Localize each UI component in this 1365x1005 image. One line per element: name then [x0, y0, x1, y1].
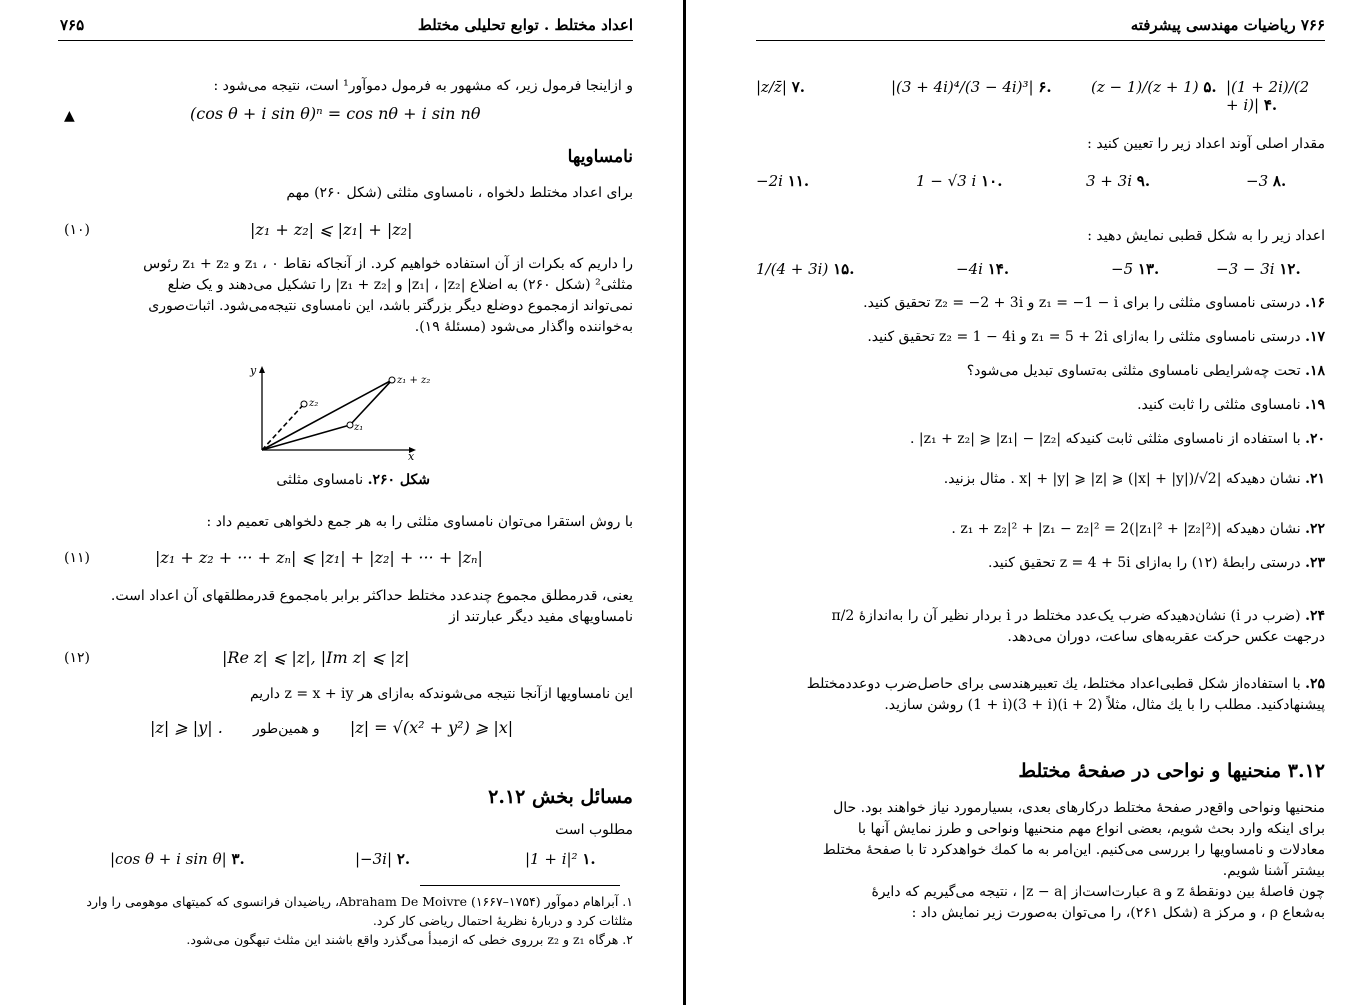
problem-9	[1086, 172, 1150, 190]
equation-last-a: |z| = √(x² + y²) ⩾ |x|	[349, 718, 514, 737]
sum-vector	[262, 380, 392, 450]
problem-12-number: ۱۲.	[1279, 260, 1301, 278]
text-line: چون فاصلهٔ بین دونقطهٔ z و a عبارت‌است‌از |z − a| ، نتیجه می‌گیریم که دایرهٔ	[871, 884, 1325, 900]
problem-1-expr: |1 + i|²	[525, 850, 578, 868]
figure-caption	[230, 470, 430, 491]
problem-1-number: ۱.	[582, 850, 596, 868]
problem-24	[756, 606, 1325, 648]
section-heading: ۳.۱۲ منحنیها و نواحی در صفحهٔ مختلط	[1018, 760, 1325, 782]
problems-heading: مسائل بخش ۲.۱۲	[488, 786, 633, 808]
z1-vector	[262, 425, 350, 450]
problem-23	[756, 553, 1325, 587]
problem-14-number: ۱۴.	[987, 260, 1010, 278]
text-line: به‌خواننده واگذار می‌شود (مسئلهٔ ۱۹).	[414, 319, 633, 335]
figure-260	[240, 362, 480, 462]
equation-last-mid: و همین‌طور	[252, 721, 320, 737]
problem-4	[1226, 78, 1325, 114]
z2-point	[301, 401, 307, 407]
figure-caption-text: نامساوی مثلثی	[276, 472, 364, 488]
text-line: مثلثی² (شکل ۲۶۰) به اضلاع |z₁| ، |z₂| و |z₁ + z₂| را تشکیل می‌دهند و یک ضلع	[167, 277, 633, 293]
z1-label: z₁	[354, 422, 364, 433]
equation-11-number: (۱۱)	[64, 550, 90, 566]
problem-6	[891, 78, 1052, 96]
page-number: ۷۶۵	[60, 16, 85, 34]
problem-17	[756, 327, 1325, 361]
equation-12	[222, 648, 522, 667]
problem-text: تحت چه‌شرایطی نامساوی مثلثی به‌تساوی تبدیل می‌شود؟	[966, 363, 1301, 379]
problem-21	[756, 469, 1325, 519]
problem-number: ۲۲.	[1305, 521, 1325, 537]
problem-text: (ضرب در i) نشان‌دهیدکه ضرب یک‌عدد مختلط در i بردار نظیر آن را به‌اندازهٔ π/2	[831, 608, 1301, 624]
problem-text: نشان دهیدکه |x| + |y| ⩾ |z| ⩾ (|x| + |y|)/√2 . مثال بزنید.	[943, 471, 1301, 487]
problem-8-expr: −3	[1246, 172, 1269, 190]
problem-9-expr: 3 + 3i	[1086, 172, 1132, 190]
problem-13-expr: −5	[1111, 260, 1134, 278]
problem-5-expr: (z − 1)/(z + 1)	[1091, 78, 1199, 96]
problem-15-number: ۱۵.	[833, 260, 855, 278]
problem-10-expr: 1 − √3 i	[916, 172, 977, 190]
induction-text: با روش استقرا می‌توان نامساوی مثلثی را به هر جمع دلخواهی تعمیم داد :	[206, 514, 633, 530]
problem-22	[756, 519, 1325, 553]
footnote-2: ۲. هرگاه z₁ و z₂ برروی خطی که ازمبدأ می‌گذرد واقع باشند این مثلث تبهگون می‌شود.	[186, 932, 633, 947]
problem-text: با استفاده از نامساوی مثلثی ثابت کنیدکه |z₁ + z₂| ⩾ |z₁| − |z₂| .	[910, 431, 1301, 447]
problem-2-number: ۲.	[396, 850, 411, 868]
z2-label: z₂	[309, 398, 319, 409]
problem-25	[756, 674, 1325, 716]
text-line: معادلات و نامساویها را بررسی می‌کنیم. این‌امر به ما کمك خواهدکرد تا با صفحهٔ مختلط	[822, 842, 1325, 858]
y-label: y	[250, 364, 257, 377]
problem-text: نامساوی مثلثی را ثابت کنید.	[1137, 397, 1301, 413]
page-number-and-head	[1025, 16, 1325, 34]
y-axis-arrow	[259, 366, 265, 373]
right-page	[686, 0, 1365, 1005]
triangle-diagram	[240, 362, 480, 462]
problem-text-cont: درجهت عکس حرکت عقربه‌های ساعت، دوران می‌دهد.	[1007, 629, 1325, 645]
z1-point	[347, 422, 353, 428]
problem-11-expr: −2i	[756, 172, 783, 190]
problem-13	[1111, 260, 1159, 278]
text-line: نمی‌تواند ازمجموع دوضلع دیگر بزرگتر باشد، این نامساوی نتیجه‌می‌شود. اثبات‌صوری	[148, 298, 633, 314]
problem-number: ۱۹.	[1305, 397, 1325, 413]
problem-number: ۲۵.	[1305, 676, 1325, 692]
equation-10-number: (۱۰)	[64, 222, 90, 238]
x-label: x	[408, 450, 415, 462]
problem-12-expr: −3 − 3i	[1216, 260, 1275, 278]
problems-row-4-7	[756, 78, 1325, 118]
problems-intro: مطلوب است	[555, 822, 633, 838]
text-line: یعنی، قدرمطلق مجموع چندعدد مختلط حداکثر برابر بامجموع قدرمطلقهای آن اعداد است.	[110, 588, 633, 604]
problem-15	[756, 260, 854, 278]
running-head: ریاضیات مهندسی پیشرفته	[1130, 16, 1296, 34]
text-line: بیشتر آشنا شویم.	[1222, 863, 1325, 879]
problem-text-cont: پیشنهادکنید. مطلب را با یك مثال، مثلاً (2 + i)(3 + i)(1 + i) روشن سازید.	[884, 697, 1325, 713]
problem-14	[956, 260, 1009, 278]
problem-9-number: ۹.	[1136, 172, 1151, 190]
header-rule	[756, 40, 1325, 41]
problem-number: ۱۸.	[1305, 363, 1325, 379]
footnote-rule	[420, 885, 620, 886]
problem-1	[525, 850, 596, 868]
problem-13-number: ۱۳.	[1137, 260, 1160, 278]
equation-10-expr: |z₁ + z₂| ⩽ |z₁| + |z₂|	[250, 220, 413, 239]
problem-6-expr: |(3 + 4i)⁴/(3 − 4i)³|	[891, 78, 1034, 96]
problem-7-expr: |z/z̄|	[756, 78, 787, 96]
problem-14-expr: −4i	[956, 260, 983, 278]
problem-5-number: ۵.	[1203, 78, 1217, 96]
demoivre-expression: (cos θ + i sin θ)ⁿ = cos nθ + i sin nθ	[190, 104, 481, 123]
problems-16-23	[756, 293, 1325, 587]
problem-16	[756, 293, 1325, 327]
z2-vector	[262, 404, 304, 450]
paragraph-after-12: این نامساویها ازآنجا نتیجه می‌شوندکه به‌ازای هر z = x + iy داریم	[249, 686, 633, 702]
footnote-1: ۱. آبراهام دموآور Abraham De Moivre (۱۶۶۷–۱۷۵۴)، ریاضیدان فرانسوی که کمیتهای موهومی را وارد مثلثات کرد و دربارهٔ نظریهٔ احتمال ریاضی کار کرد.	[86, 894, 633, 928]
problem-10	[916, 172, 1002, 190]
problem-2	[355, 850, 410, 868]
problems-row-8-11	[756, 172, 1325, 196]
equation-11	[155, 548, 555, 567]
problem-3-number: ۳.	[231, 850, 245, 868]
problem-8	[1246, 172, 1286, 190]
paragraph-after-10	[58, 254, 633, 338]
problem-19	[756, 395, 1325, 429]
equation-last	[150, 718, 530, 737]
problem-number: ۲۳.	[1305, 555, 1325, 571]
text-line: برای اینکه وارد بحث شویم، بعضی انواع مهم منحنیها ونواحی و طرز نمایش آنها با	[857, 821, 1325, 837]
footnotes	[58, 892, 633, 949]
header-rule	[58, 40, 633, 41]
demoivre-formula	[190, 104, 610, 123]
problems-row-12-15	[756, 260, 1325, 284]
paragraph-after-11	[58, 586, 633, 628]
problem-7	[756, 78, 805, 96]
text-line: را داریم که بکرات از آن استفاده خواهیم کرد. از آنجاکه نقاط ۰ ، z₁ و z₁ + z₂ رئوس	[143, 256, 633, 272]
equation-12-expr: |Re z| ⩽ |z|, |Im z| ⩽ |z|	[222, 648, 410, 667]
problem-number: ۱۷.	[1305, 329, 1325, 345]
end-marker: ▲	[64, 108, 75, 124]
problem-15-expr: 1/(4 + 3i)	[756, 260, 829, 278]
equation-12-number: (۱۲)	[64, 650, 90, 666]
equation-last-b: |z| ⩾ |y| .	[150, 718, 223, 737]
problem-5	[1091, 78, 1217, 96]
problem-text: درستی نامساوی مثلثی را به‌ازای z₁ = 5 + 2i و z₂ = 1 − 4i تحقیق کنید.	[867, 329, 1301, 345]
problem-text: درستی نامساوی مثلثی را برای z₁ = −1 − i و z₂ = −2 + 3i تحقیق کنید.	[863, 295, 1301, 311]
intro-text: و ازاینجا فرمول زیر، که مشهور به فرمول دموآور¹ است، نتیجه می‌شود :	[213, 78, 633, 94]
problem-20	[756, 429, 1325, 469]
equation-11-expr: |z₁ + z₂ + ··· + zₙ| ⩽ |z₁| + |z₂| + ··· + |zₙ|	[155, 548, 483, 567]
text-line: منحنیها ونواحی واقع‌در صفحهٔ مختلط درکارهای بعدی، بسیارمورد نیاز خواهند بود. حال	[833, 800, 1325, 816]
problem-number: ۲۱.	[1305, 471, 1325, 487]
section-heading: نامساویها	[567, 147, 633, 167]
problem-12	[1216, 260, 1301, 278]
sum-point	[389, 377, 395, 383]
arg-intro: مقدار اصلی آوند اعداد زیر را تعیین کنید :	[1087, 136, 1325, 152]
problem-11-number: ۱۱.	[787, 172, 810, 190]
problem-6-number: ۶.	[1038, 78, 1052, 96]
section-body	[756, 798, 1325, 924]
problem-number: ۱۶.	[1305, 295, 1325, 311]
problem-7-number: ۷.	[791, 78, 806, 96]
problem-4-number: ۴.	[1263, 96, 1278, 114]
z2-translated-vector	[350, 380, 392, 425]
problem-3-expr: |cos θ + i sin θ|	[110, 850, 227, 868]
problem-number: ۲۰.	[1305, 431, 1325, 447]
text-line: به‌شعاع ρ ، و مرکز a (شکل ۲۶۱)، را می‌توان به‌صورت زیر نمایش داد :	[911, 905, 1325, 921]
problem-2-expr: |−3i|	[355, 850, 393, 868]
page-number: ۷۶۶	[1300, 16, 1325, 34]
problems-row-1	[110, 850, 620, 874]
equation-10	[250, 220, 550, 239]
problem-text: با استفاده‌از شکل قطبی‌اعداد مختلط، یك تعبیرهندسی برای حاصل‌ضرب دوعددمختلط	[806, 676, 1301, 692]
problem-number: ۲۴.	[1305, 608, 1325, 624]
problem-10-number: ۱۰.	[981, 172, 1003, 190]
polar-intro: اعداد زیر را به شکل قطبی نمایش دهید :	[1087, 228, 1325, 244]
problem-4-expr: |(1 + 2i)/(2 + i)|	[1226, 78, 1310, 114]
running-head: اعداد مختلط . توابع تحلیلی مختلط	[417, 16, 633, 34]
figure-caption-number: شکل ۲۶۰.	[367, 472, 430, 488]
problem-text: نشان دهیدکه |z₁ + z₂|² + |z₁ − z₂|² = 2(|z₁|² + |z₂|²) .	[951, 521, 1301, 537]
problem-8-number: ۸.	[1272, 172, 1287, 190]
problem-11	[756, 172, 809, 190]
inequality-intro: برای اعداد مختلط دلخواه ، نامساوی مثلثی (شکل ۲۶۰) مهم	[286, 185, 633, 201]
sum-label: z₁ + z₂	[397, 375, 431, 386]
problem-text: درستی رابطهٔ (۱۲) را به‌ازای z = 4 + 5i تحقیق کنید.	[988, 555, 1301, 571]
problem-3	[110, 850, 245, 868]
problem-18	[756, 361, 1325, 395]
text-line: نامساویهای مفید دیگر عبارتند از	[448, 609, 633, 625]
